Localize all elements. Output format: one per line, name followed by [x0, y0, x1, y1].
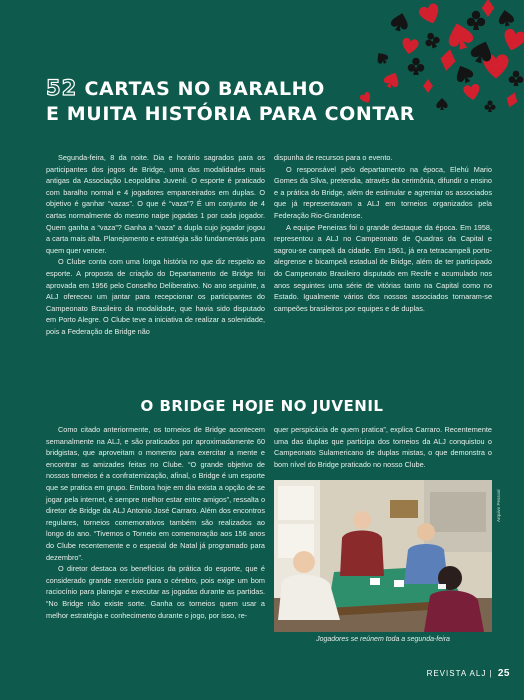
paragraph: O diretor destaca os benefícios da prática do esporte, que é considerado grande exercício para o cérebro, pois exige um bom raciocínio para planejar e executar as jogadas durante as partidas. “No Bridge não existe sorte. Ganha os torneios quem usar a melhor estratégia e conhecimento durante o jogo, por isso, re- [46, 564, 265, 620]
photo-illustration [274, 480, 492, 632]
article-column-4 [274, 424, 492, 470]
paragraph: O Clube conta com uma longa história no que diz respeito ao esporte. A proposta de criação do Departamento de Bridge foi aprovada em 1956 pelo Conselho Deliberativo. No ano seguinte, a ALJ ofereceu um jantar para recepcionar os participantes do Campeonato Brasileiro da modalidade, que havia sido disputado em Porto Alegre. O Clube teve a iniciativa de realizar a solenidade, pois a Federação de Bridge não [46, 257, 265, 336]
footer-separator: | [489, 669, 493, 678]
title-number: 52 [46, 76, 78, 100]
paragraph: A equipe Peneiras foi o grande destaque da época. Em 1958, representou a ALJ no Campeonato de Quadras da Capital e sagrou-se campeã da cidade. Em 1961, já era tetracampeã porto-alegrense e bicampeã estadual de Bridge, além de ter participado do Campeonato Brasileiro disputado em Recife e acumulado nos anos seguintes uma série de vitórias tanto na Capital como no Estado. Igualmente vários dos nossos associados tornaram-se campeões brasileiros por equipes e de duplas. [274, 222, 492, 313]
paragraph: O responsável pelo departamento na época, Elehú Mario Gomes da Silva, pretendia, através da cerimônia, difundir o ensino e a prática do Bridge, além de estimular e agremiar os associados que já representavam a ALJ em torneios organizados pela Federação Rio-Grandense. [274, 164, 492, 220]
article-column-3 [46, 424, 265, 621]
title-line2: E MUITA HISTÓRIA PARA CONTAR [46, 103, 416, 125]
photo-credit: Arquivo Pessoal [496, 489, 501, 522]
players-photo [274, 480, 492, 632]
paragraph: Segunda-feira, 8 da noite. Dia e horário sagrados para os participantes dos jogos de Bridge, uma das modalidades mais antigas da Associação Leopoldina Juvenil. O esporte é praticado com baralho normal e 4 jogadores emparceirados em duplas. O objetivo é ganhar “vazas”. O que é “vaza”? É um conjunto de 4 cartas normalmente do mesmo naipe jogadas 1 por cada jogador. Quem ganha a “vaza”? Ganha a “vaza” a dupla cujo jogador jogou a carta mais alta. Planejamento e estratégia são fundamentais para quem quer vencer. [46, 153, 265, 255]
article-title [46, 76, 415, 127]
title-line1: CARTAS NO BARALHO [84, 78, 325, 100]
article-column-1 [46, 152, 265, 338]
section-title: O BRIDGE HOJE NO JUVENIL [140, 397, 384, 415]
page-footer [427, 668, 510, 679]
paragraph: Como citado anteriormente, os torneios de Bridge acontecem semanalmente na ALJ, e são praticados por aproximadamente 60 bridgistas, que aproveitam o momento para exercitar a mente e encontrar as amizades feitas no Clube. “O grande objetivo de nossos torneios é a confraternização, afinal, o Bridge é um esporte que se pratica em grupo. Embora hoje em dia exista a opção de se jogar pela internet, é sempre melhor estar entre amigos”, ressalta o diretor de Bridge da ALJ Antonio José Carraro. Além dos encontros regulares, torneios comemorativos também são realizados ao longo do ano. “Tivemos o Torneio em comemoração aos 156 anos do Clube recentemente e o especial de Natal já programado para dezembro”. [46, 425, 265, 562]
article-column-2 [274, 152, 492, 314]
page-number: 25 [497, 668, 510, 679]
paragraph: quer perspicácia de quem pratica”, explica Carraro. Recentemente uma das duplas que participa dos torneios da ALJ conquistou o Campeonato Sulamericano de duplas mistas, o que demonstra o bom nível do Bridge praticado no nosso Clube. [274, 425, 492, 469]
paragraph: dispunha de recursos para o evento. [274, 153, 393, 162]
photo-caption: Jogadores se reúnem toda a segunda-feira [316, 636, 450, 643]
magazine-name: REVISTA ALJ [426, 669, 487, 678]
